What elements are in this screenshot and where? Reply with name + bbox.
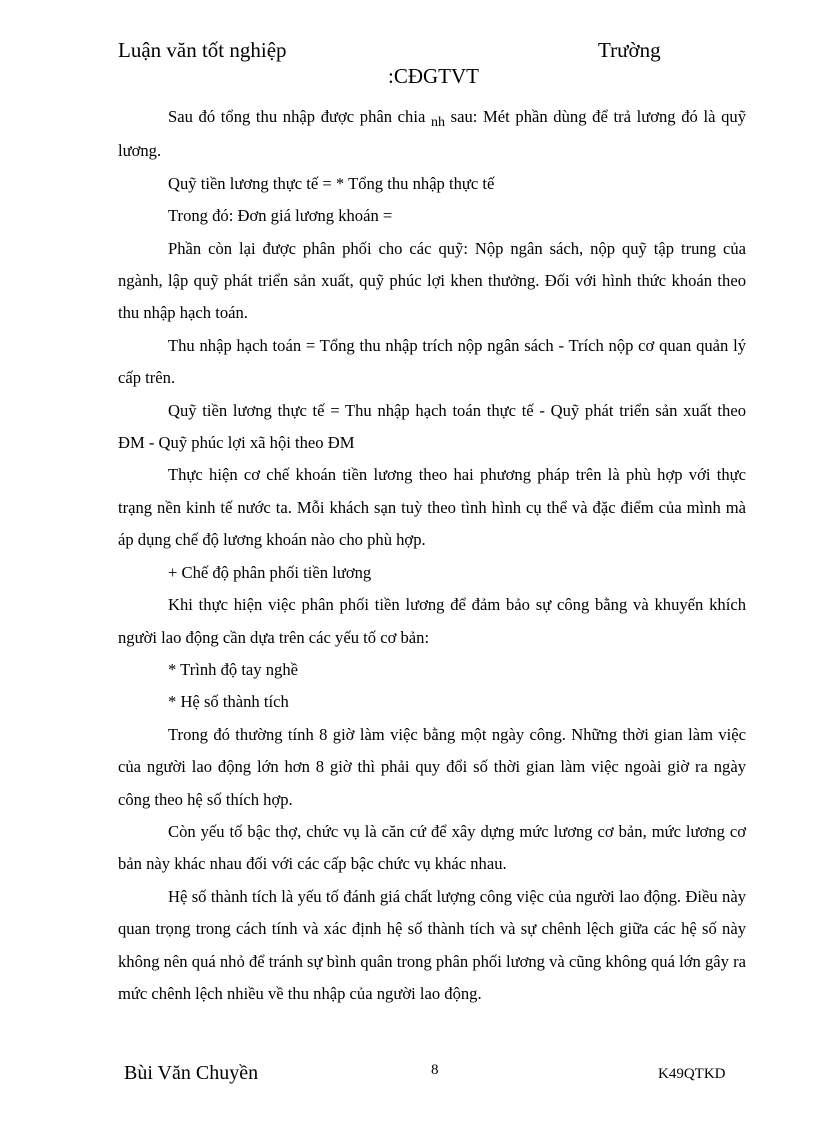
header-title: Luận văn tốt nghiệp [118,38,287,62]
footer-author: Bùi Văn Chuyền [124,1062,259,1084]
footer-class-code: K49QTKD [658,1066,726,1082]
header-school-code: :CĐGTVT [388,64,479,88]
paragraph-12: Trong đó thường tính 8 giờ làm việc bằng một ngày công. Những thời gian làm việc của người lao động lớn hơn 8 giờ thì phải quy đổi số thời gian làm việc ngoài giờ ra ngày công theo hệ số thích hợp. [118,724,746,809]
paragraph-6: Quỹ tiền lương thực tế = Thu nhập hạch toán thực tế - Quỹ phát triển sản xuất theo ĐM - Quỹ phúc lợi xã hội theo ĐM [118,400,746,453]
paragraph-2: Quỹ tiền lương thực tế = * Tổng thu nhập thực tế [168,173,495,193]
paragraph-7: Thực hiện cơ chế khoán tiền lương theo hai phương pháp trên là phù hợp với thực trạng nền kinh tế nước ta. Mỗi khách sạn tuỳ theo tình hình cụ thể và đặc điểm của mình mà áp dụng chế độ lương khoán nào cho phù hợp. [118,465,746,550]
paragraph-10: * Trình độ tay nghề [168,659,298,679]
paragraph-1-start: Sau đó tổng thu nhập được phân chia [168,107,426,126]
paragraph-9: Khi thực hiện việc phân phối tiền lương để đảm bảo sự công bằng và khuyến khích người lao động cần dựa trên các yếu tố cơ bản: [118,595,746,647]
paragraph-8: + Chế độ phân phối tiền lương [168,562,372,582]
paragraph-5: Thu nhập hạch toán = Tổng thu nhập trích nộp ngân sách - Trích nộp cơ quan quản lý cấp trên. [118,335,746,388]
paragraph-4: Phần còn lại được phân phối cho các quỹ: Nộp ngân sách, nộp quỹ tập trung của ngành, lập quỹ phát triển sản xuất, quỹ phúc lợi khen thưởng. Đối với hình thức khoán theo thu nhập hạch toán. [118,238,746,323]
footer-page-number: 8 [431,1062,439,1078]
paragraph-1 [118,101,746,168]
paragraph-13: Còn yếu tố bậc thợ, chức vụ là căn cứ để xây dựng mức lương cơ bản, mức lương cơ bản này khác nhau đối với các cấp bậc chức vụ khác nhau. [118,821,746,874]
paragraph-1-end: sau: Mét phần dùng để trả lương đó là quỹ lương. [118,107,746,161]
paragraph-3: Trong đó: Đơn giá lương khoán = [168,206,393,226]
paragraph-11: * Hệ số thành tích [168,692,289,712]
paragraph-1-fragment: nh [430,115,445,130]
paragraph-14: Hệ số thành tích là yếu tố đánh giá chất lượng công việc của người lao động. Điều này quan trọng trong cách tính và xác định hệ số thành tích và sự chênh lệch giữa các hệ số này không nên quá nhỏ để tránh sự bình quân trong phân phối lương và cũng không quá lớn gây ra mức chênh lệch nhiều về thu nhập của người lao động. [118,886,746,1003]
header-school: Trường [598,38,661,62]
document-body [118,101,746,1010]
